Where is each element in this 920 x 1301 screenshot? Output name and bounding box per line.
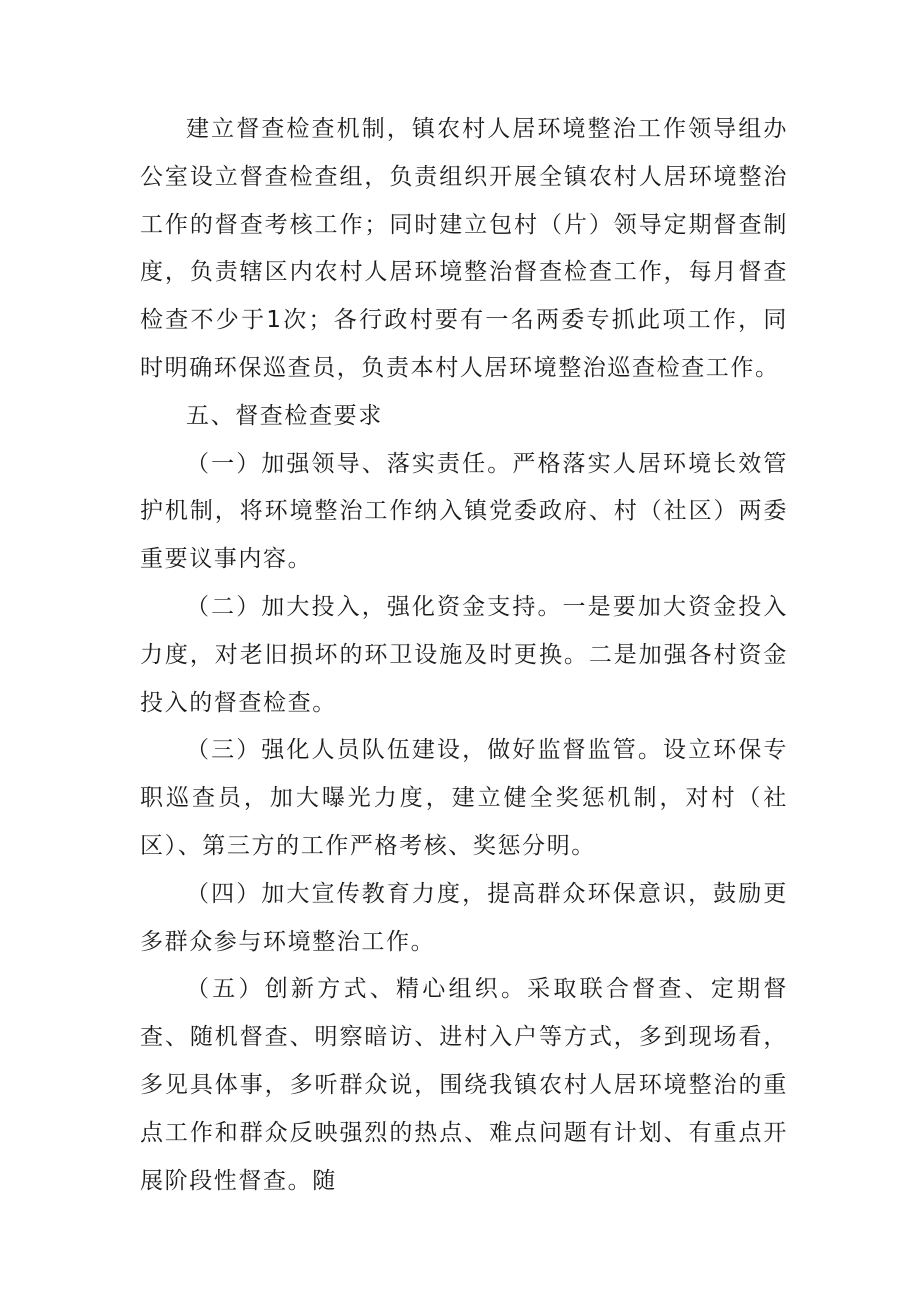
paragraph-item-two: （二）加大投入，强化资金支持。一是要加大资金投入力度，对老旧损坏的环卫设施及时更换。二是加强各村资金投入的督查检查。 <box>140 593 788 716</box>
paragraph-item-four: （四）加大宣传教育力度，提高群众环保意识，鼓励更多群众参与环境整治工作。 <box>140 880 788 955</box>
paragraph-item-three: （三）强化人员队伍建设，做好监督监管。设立环保专职巡查员，加大曝光力度，建立健全奖惩机制，对村（社区）、第三方的工作严格考核、奖惩分明。 <box>140 737 788 859</box>
document-body <box>140 106 788 1205</box>
paragraph-item-one: （一）加强领导、落实责任。严格落实人居环境长效管护机制，将环境整治工作纳入镇党委政府、村（社区）两委重要议事内容。 <box>140 450 788 573</box>
paragraph-supervision-mechanism: 建立督查检查机制，镇农村人居环境整治工作领导组办公室设立督查检查组，负责组织开展全镇农村人居环境整治工作的督查考核工作；同时建立包村（片）领导定期督查制度，负责辖区内农村人居环境整治督查检查工作，每月督查检查不少于1次；各行政村要有一名两委专抓此项工作，同时明确环保巡查员，负责本村人居环境整治巡查检查工作。 <box>140 116 788 381</box>
paragraph-item-five: （五）创新方式、精心组织。采取联合督查、定期督查、随机督查、明察暗访、进村入户等方式，多到现场看，多见具体事，多听群众说，围绕我镇农村人居环境整治的重点工作和群众反映强烈的热点、难点问题有计划、有重点开展阶段性督查。随 <box>140 976 788 1194</box>
section-heading-five: 五、督查检查要求 <box>186 402 383 429</box>
